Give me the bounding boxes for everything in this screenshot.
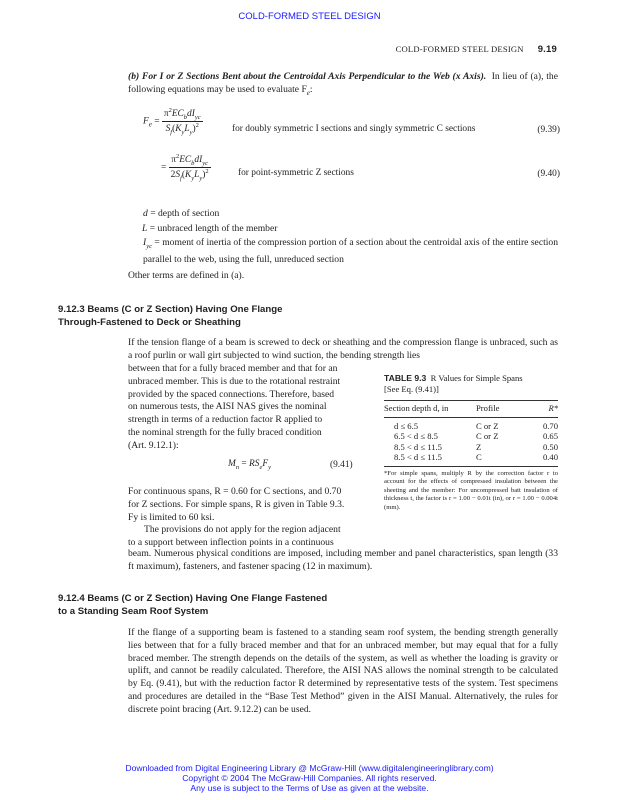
table-9-3 bbox=[384, 373, 558, 512]
s9123-para1: If the tension flange of a beam is screwed to deck or sheathing and the compression flange is unbraced, such as a roof purlin or wall girt subjected to wind suction, the bending strength lies bbox=[128, 337, 558, 361]
equation-9-40: = $\frac{\pi^2EC_bdI_{yc}}{2S_f(K_yL_y)^2}$ bbox=[161, 153, 209, 182]
heading-9-12-4: 9.12.4 Beams (C or Z Section) Having One Flange Fastened to a Standing Seam Roof System bbox=[58, 593, 328, 617]
footer-terms[interactable]: Any use is subject to the Terms of Use as given at the website. bbox=[190, 783, 429, 794]
eq1-desc: for doubly symmetric I sections and singly symmetric C sections bbox=[232, 124, 476, 134]
eq2-desc: for point-symmetric Z sections bbox=[238, 168, 354, 178]
table-row: 8.5 < d ≤ 11.5 C 0.40 bbox=[394, 452, 558, 463]
s9123-para2-narrow: For continuous spans, R = 0.60 for C sections, and 0.70 for Z sections. For simple spans, R is given in Table 9.3. Fy is limited to 60 ksi. The provisions do not apply for the region adjacent to a support between inflection points in a continuous bbox=[128, 486, 345, 549]
page-number: 9.19 bbox=[537, 44, 557, 55]
running-head-title: COLD-FORMED STEEL DESIGN bbox=[395, 44, 524, 54]
eq941-number: (9.41) bbox=[330, 460, 353, 470]
table-row: d ≤ 6.5 C or Z 0.70 bbox=[394, 420, 558, 431]
s9123-para1-narrow: between that for a fully braced member and that for an unbraced member. This is due to the rotational restraint provided by the spaced connections. Therefore, based on numerous tests, the AISI NAS gives the nominal strength in terms of a reduction factor R applied to the nominal strength for the fully braced condition (Art. 9.12.1): bbox=[128, 363, 341, 451]
table-subtitle: [See Eq. (9.41)] bbox=[384, 384, 439, 394]
other-terms: Other terms are defined in (a). bbox=[128, 270, 245, 281]
table-caption: TABLE 9.3 R Values for Simple Spans bbox=[384, 373, 523, 383]
table-header-row: Section depth d, in Profile R* bbox=[384, 403, 558, 414]
eq1-number: (9.39) bbox=[537, 125, 560, 135]
s9124-para: If the flange of a supporting beam is fastened to a standing seam roof system, the bending strength generally lies between that for a fully braced member and that for an unbraced member, but may equal that for a fully braced member. The strength depends on the details of the system, as well as whether the loading is gravity or uplift, and cannot be readily calculated. Therefore, the AISI NAS allows the nominal strength to be calculated by Eq. (9.41), but with the reduction factor R determined by representative tests of the system. Test specimens and procedures are detailed in the “Base Test Method” given in the AISI Manual. Alternatively, the rules for discrete point bracing (Art. 9.12.2) can be used. bbox=[128, 627, 558, 715]
footer-download-link[interactable]: Downloaded from Digital Engineering Library @ McGraw-Hill (www.digitalengineeringlibrary.com) bbox=[125, 763, 494, 773]
heading-9-12-3: 9.12.3 Beams (C or Z Section) Having One Flange Through-Fastened to Deck or Sheathing bbox=[58, 304, 283, 328]
s9123-para2-end: beam. Numerous physical conditions are imposed, including member and panel characteristics, span length (33 ft maximum), fasteners, and fastener spacing (12 in maximum). bbox=[128, 548, 558, 572]
table-row: 6.5 < d ≤ 8.5 C or Z 0.65 bbox=[394, 431, 558, 442]
def-Iyc: $I_{yc}$ = moment of inertia of the compression portion of a section about the centroidal axis of the entire section parallel to the web, using the full, unreduced section bbox=[143, 237, 559, 265]
table-footnote: *For simple spans, multiply R by the correction factor r to account for the effects of compressed insulation between the sheeting and the member: For uncompressed batt insulation of thickness t, the factor is r = 1.00 − 0.01t (in), or r = 1.00 − 0.004t (mm). bbox=[384, 469, 558, 511]
section-b-text: In lieu of (a), the following equations may be used to evaluate F bbox=[128, 71, 558, 95]
table-body bbox=[384, 403, 558, 463]
section-b-lead: (b) For I or Z Sections Bent about the Centroidal Axis Perpendicular to the Web (x Axis). bbox=[128, 71, 487, 82]
equation-9-41: $M_n = RS_eF_y$ bbox=[228, 459, 271, 471]
eq2-number: (9.40) bbox=[537, 169, 560, 179]
def-d: d = depth of section bbox=[143, 208, 220, 219]
footer-copyright: Copyright © 2004 The McGraw-Hill Companies. All rights reserved. bbox=[182, 773, 437, 784]
footer bbox=[0, 763, 619, 794]
equation-9-39: $F_e$ = $\frac{\pi^2EC_bdI_{yc}}{S_f(K_yL_y)^2}$ bbox=[143, 107, 201, 136]
section-b-intro: (b) For I or Z Sections Bent about the Centroidal Axis Perpendicular to the Web (x Axis). In lieu of (a), the following equations may be used to evaluate $F_e$: bbox=[128, 71, 558, 97]
table-row: 8.5 < d ≤ 11.5 Z 0.50 bbox=[394, 441, 558, 452]
top-banner: COLD-FORMED STEEL DESIGN bbox=[238, 11, 381, 22]
running-head bbox=[396, 44, 557, 55]
def-L: L = unbraced length of the member bbox=[142, 223, 278, 234]
